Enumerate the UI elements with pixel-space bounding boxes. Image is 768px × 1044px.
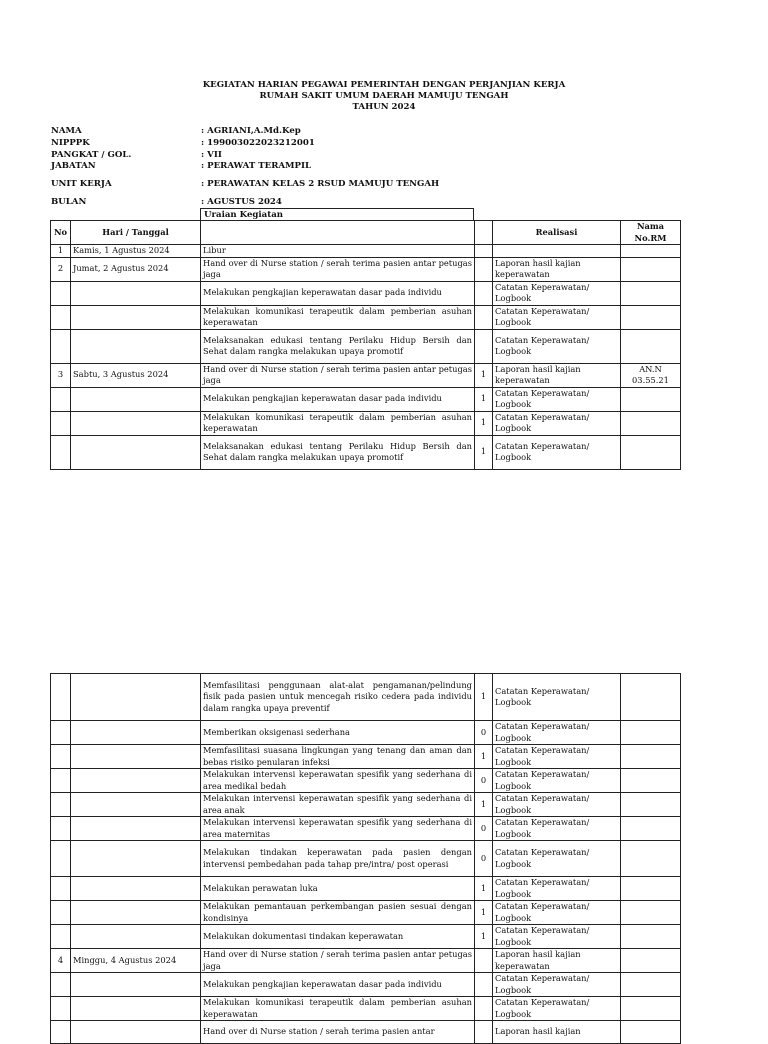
row-count: 0 xyxy=(475,721,493,745)
row-no xyxy=(51,329,71,363)
table-row xyxy=(51,721,681,745)
activity-table-page2 xyxy=(50,673,681,1044)
row-count: 1 xyxy=(475,387,493,411)
pangkat-value: : VII xyxy=(201,150,222,160)
row-realisasi: Laporan hasil kajian keperawatan xyxy=(493,363,621,387)
row-realisasi: Catatan Keperawatan/ Logbook xyxy=(493,793,621,817)
row-nama-rm xyxy=(621,329,681,363)
uraian-kegiatan-header: Uraian Kegiatan xyxy=(200,208,474,220)
row-count: 1 xyxy=(475,363,493,387)
row-count: 1 xyxy=(475,411,493,435)
row-count: 0 xyxy=(475,817,493,841)
row-no xyxy=(51,745,71,769)
row-nama-rm xyxy=(621,973,681,997)
table-row xyxy=(51,411,681,435)
row-realisasi: Catatan Keperawatan/ Logbook xyxy=(493,387,621,411)
row-uraian-kegiatan: Melaksanakan edukasi tentang Perilaku Hidup Bersih dan Sehat dalam rangka melakukan upaya promotif xyxy=(201,329,475,363)
bulan-value: : AGUSTUS 2024 xyxy=(201,197,282,207)
row-realisasi: Catatan Keperawatan/ Logbook xyxy=(493,817,621,841)
row-realisasi: Catatan Keperawatan/ Logbook xyxy=(493,901,621,925)
row-hari-tanggal xyxy=(71,877,201,901)
row-nama-rm xyxy=(621,721,681,745)
row-realisasi: Catatan Keperawatan/ Logbook xyxy=(493,877,621,901)
row-count xyxy=(475,973,493,997)
row-hari-tanggal xyxy=(71,305,201,329)
row-no xyxy=(51,877,71,901)
table-row xyxy=(51,925,681,949)
pangkat-label: PANGKAT / GOL. xyxy=(51,150,132,160)
nipppk-label: NIPPPK xyxy=(51,138,90,148)
row-realisasi: Laporan hasil kajian xyxy=(493,1021,621,1044)
row-count: 0 xyxy=(475,769,493,793)
row-hari-tanggal: Jumat, 2 Agustus 2024 xyxy=(71,257,201,281)
row-nama-rm xyxy=(621,674,681,721)
row-count xyxy=(475,257,493,281)
col-header-nama-rm: Nama No.RM xyxy=(621,221,681,245)
row-uraian-kegiatan: Melakukan komunikasi terapeutik dalam pemberian asuhan keperawatan xyxy=(201,411,475,435)
table-row xyxy=(51,257,681,281)
row-count xyxy=(475,245,493,258)
table-row xyxy=(51,329,681,363)
row-uraian-kegiatan: Libur xyxy=(201,245,475,258)
nama-value: : AGRIANI,A.Md.Kep xyxy=(201,126,301,136)
row-uraian-kegiatan: Melakukan perawatan luka xyxy=(201,877,475,901)
row-realisasi: Catatan Keperawatan/ Logbook xyxy=(493,435,621,469)
table-row xyxy=(51,793,681,817)
row-realisasi: Catatan Keperawatan/ Logbook xyxy=(493,973,621,997)
row-uraian-kegiatan: Melakukan intervensi keperawatan spesifik yang sederhana di area anak xyxy=(201,793,475,817)
row-nama-rm xyxy=(621,745,681,769)
row-count xyxy=(475,997,493,1021)
row-uraian-kegiatan: Hand over di Nurse station / serah terima pasien antar xyxy=(201,1021,475,1044)
row-no xyxy=(51,305,71,329)
row-hari-tanggal xyxy=(71,817,201,841)
row-hari-tanggal xyxy=(71,973,201,997)
row-no xyxy=(51,281,71,305)
row-no xyxy=(51,769,71,793)
row-realisasi: Laporan hasil kajian keperawatan xyxy=(493,949,621,973)
jabatan-label: JABATAN xyxy=(51,161,96,171)
row-count: 1 xyxy=(475,877,493,901)
row-realisasi: Catatan Keperawatan/ Logbook xyxy=(493,721,621,745)
row-uraian-kegiatan: Melakukan pemantauan perkembangan pasien sesuai dengan kondisinya xyxy=(201,901,475,925)
bulan-label: BULAN xyxy=(51,197,87,207)
row-nama-rm xyxy=(621,281,681,305)
row-realisasi: Catatan Keperawatan/ Logbook xyxy=(493,674,621,721)
activity-table-page1 xyxy=(50,220,681,470)
row-hari-tanggal xyxy=(71,721,201,745)
row-hari-tanggal xyxy=(71,674,201,721)
row-hari-tanggal xyxy=(71,925,201,949)
row-realisasi: Laporan hasil kajian keperawatan xyxy=(493,257,621,281)
row-nama-rm: AN.N 03.55.21 xyxy=(621,363,681,387)
row-hari-tanggal xyxy=(71,901,201,925)
row-uraian-kegiatan: Melakukan pengkajian keperawatan dasar pada individu xyxy=(201,387,475,411)
col-header-no: No xyxy=(51,221,71,245)
row-realisasi xyxy=(493,245,621,258)
col-header-realisasi: Realisasi xyxy=(493,221,621,245)
row-count: 1 xyxy=(475,674,493,721)
row-count xyxy=(475,305,493,329)
row-hari-tanggal xyxy=(71,793,201,817)
row-nama-rm xyxy=(621,817,681,841)
row-hari-tanggal xyxy=(71,387,201,411)
row-no xyxy=(51,721,71,745)
row-realisasi: Catatan Keperawatan/ Logbook xyxy=(493,329,621,363)
table-header-row xyxy=(51,221,681,245)
row-count: 1 xyxy=(475,435,493,469)
row-no xyxy=(51,411,71,435)
row-uraian-kegiatan: Melakukan komunikasi terapeutik dalam pemberian asuhan keperawatan xyxy=(201,997,475,1021)
row-nama-rm xyxy=(621,949,681,973)
row-nama-rm xyxy=(621,245,681,258)
row-count xyxy=(475,329,493,363)
row-no xyxy=(51,901,71,925)
unit-kerja-label: UNIT KERJA xyxy=(51,179,112,189)
row-uraian-kegiatan: Melakukan tindakan keperawatan pada pasien dengan intervensi pembedahan pada tahap pre/intra/ post operasi xyxy=(201,841,475,877)
row-nama-rm xyxy=(621,997,681,1021)
jabatan-value: : PERAWAT TERAMPIL xyxy=(201,161,312,171)
row-nama-rm xyxy=(621,901,681,925)
row-no xyxy=(51,973,71,997)
row-hari-tanggal xyxy=(71,997,201,1021)
row-hari-tanggal xyxy=(71,769,201,793)
row-nama-rm xyxy=(621,925,681,949)
row-count: 0 xyxy=(475,841,493,877)
doc-title-line3: TAHUN 2024 xyxy=(352,102,416,112)
table-row xyxy=(51,387,681,411)
row-uraian-kegiatan: Memfasilitasi suasana lingkungan yang tenang dan aman dan bebas risiko penularan infeksi xyxy=(201,745,475,769)
row-no xyxy=(51,997,71,1021)
row-nama-rm xyxy=(621,257,681,281)
row-nama-rm xyxy=(621,435,681,469)
row-count: 1 xyxy=(475,745,493,769)
row-count: 1 xyxy=(475,793,493,817)
col-header-count xyxy=(475,221,493,245)
row-hari-tanggal: Sabtu, 3 Agustus 2024 xyxy=(71,363,201,387)
row-realisasi: Catatan Keperawatan/ Logbook xyxy=(493,925,621,949)
row-uraian-kegiatan: Memberikan oksigenasi sederhana xyxy=(201,721,475,745)
row-realisasi: Catatan Keperawatan/ Logbook xyxy=(493,281,621,305)
row-hari-tanggal xyxy=(71,435,201,469)
table-row xyxy=(51,841,681,877)
table-row xyxy=(51,674,681,721)
unit-kerja-value: : PERAWATAN KELAS 2 RSUD MAMUJU TENGAH xyxy=(201,179,440,189)
row-uraian-kegiatan: Melaksanakan edukasi tentang Perilaku Hidup Bersih dan Sehat dalam rangka melakukan upaya promotif xyxy=(201,435,475,469)
row-realisasi: Catatan Keperawatan/ Logbook xyxy=(493,411,621,435)
row-realisasi: Catatan Keperawatan/ Logbook xyxy=(493,841,621,877)
nama-label: NAMA xyxy=(51,126,82,136)
row-realisasi: Catatan Keperawatan/ Logbook xyxy=(493,745,621,769)
row-nama-rm xyxy=(621,793,681,817)
table-row xyxy=(51,817,681,841)
table-row xyxy=(51,901,681,925)
table-row xyxy=(51,997,681,1021)
row-uraian-kegiatan: Melakukan intervensi keperawatan spesifik yang sederhana di area medikal bedah xyxy=(201,769,475,793)
row-no xyxy=(51,925,71,949)
row-hari-tanggal xyxy=(71,411,201,435)
row-hari-tanggal: Minggu, 4 Agustus 2024 xyxy=(71,949,201,973)
row-uraian-kegiatan: Melakukan pengkajian keperawatan dasar pada individu xyxy=(201,281,475,305)
row-realisasi: Catatan Keperawatan/ Logbook xyxy=(493,997,621,1021)
row-nama-rm xyxy=(621,305,681,329)
row-no xyxy=(51,841,71,877)
table-row xyxy=(51,281,681,305)
table-row xyxy=(51,745,681,769)
nipppk-value: : 199003022023212001 xyxy=(201,138,315,148)
row-no xyxy=(51,793,71,817)
row-nama-rm xyxy=(621,411,681,435)
row-no: 3 xyxy=(51,363,71,387)
table-row xyxy=(51,245,681,258)
row-uraian-kegiatan: Melakukan komunikasi terapeutik dalam pemberian asuhan keperawatan xyxy=(201,305,475,329)
row-uraian-kegiatan: Melakukan dokumentasi tindakan keperawatan xyxy=(201,925,475,949)
table-row xyxy=(51,769,681,793)
table-row xyxy=(51,877,681,901)
row-hari-tanggal: Kamis, 1 Agustus 2024 xyxy=(71,245,201,258)
doc-title-line2: RUMAH SAKIT UMUM DAERAH MAMUJU TENGAH xyxy=(259,91,509,101)
row-uraian-kegiatan: Hand over di Nurse station / serah terima pasien antar petugas jaga xyxy=(201,363,475,387)
row-realisasi: Catatan Keperawatan/ Logbook xyxy=(493,305,621,329)
row-uraian-kegiatan: Memfasilitasi penggunaan alat-alat pengamanan/pelindung fisik pada pasien untuk mencegah risiko cedera pada individu dalam rangka upaya preventif xyxy=(201,674,475,721)
row-uraian-kegiatan: Melakukan pengkajian keperawatan dasar pada individu xyxy=(201,973,475,997)
table-row xyxy=(51,949,681,973)
row-hari-tanggal xyxy=(71,745,201,769)
row-nama-rm xyxy=(621,769,681,793)
row-uraian-kegiatan: Hand over di Nurse station / serah terima pasien antar petugas jaga xyxy=(201,949,475,973)
table-row xyxy=(51,973,681,997)
row-nama-rm xyxy=(621,841,681,877)
row-no: 1 xyxy=(51,245,71,258)
row-count: 1 xyxy=(475,901,493,925)
table-row xyxy=(51,435,681,469)
row-count xyxy=(475,949,493,973)
row-uraian-kegiatan: Hand over di Nurse station / serah terima pasien antar petugas jaga xyxy=(201,257,475,281)
col-header-hari: Hari / Tanggal xyxy=(71,221,201,245)
row-hari-tanggal xyxy=(71,841,201,877)
table-row xyxy=(51,305,681,329)
table-row xyxy=(51,363,681,387)
row-no: 4 xyxy=(51,949,71,973)
row-nama-rm xyxy=(621,877,681,901)
row-count xyxy=(475,281,493,305)
doc-title-line1: KEGIATAN HARIAN PEGAWAI PEMERINTAH DENGAN PERJANJIAN KERJA xyxy=(202,80,566,90)
row-no xyxy=(51,674,71,721)
row-hari-tanggal xyxy=(71,329,201,363)
row-no xyxy=(51,387,71,411)
row-uraian-kegiatan: Melakukan intervensi keperawatan spesifik yang sederhana di area maternitas xyxy=(201,817,475,841)
row-count: 1 xyxy=(475,925,493,949)
row-hari-tanggal xyxy=(71,281,201,305)
row-realisasi: Catatan Keperawatan/ Logbook xyxy=(493,769,621,793)
row-no: 2 xyxy=(51,257,71,281)
row-nama-rm xyxy=(621,387,681,411)
row-no xyxy=(51,435,71,469)
col-header-kegiatan xyxy=(201,221,475,245)
row-no xyxy=(51,817,71,841)
